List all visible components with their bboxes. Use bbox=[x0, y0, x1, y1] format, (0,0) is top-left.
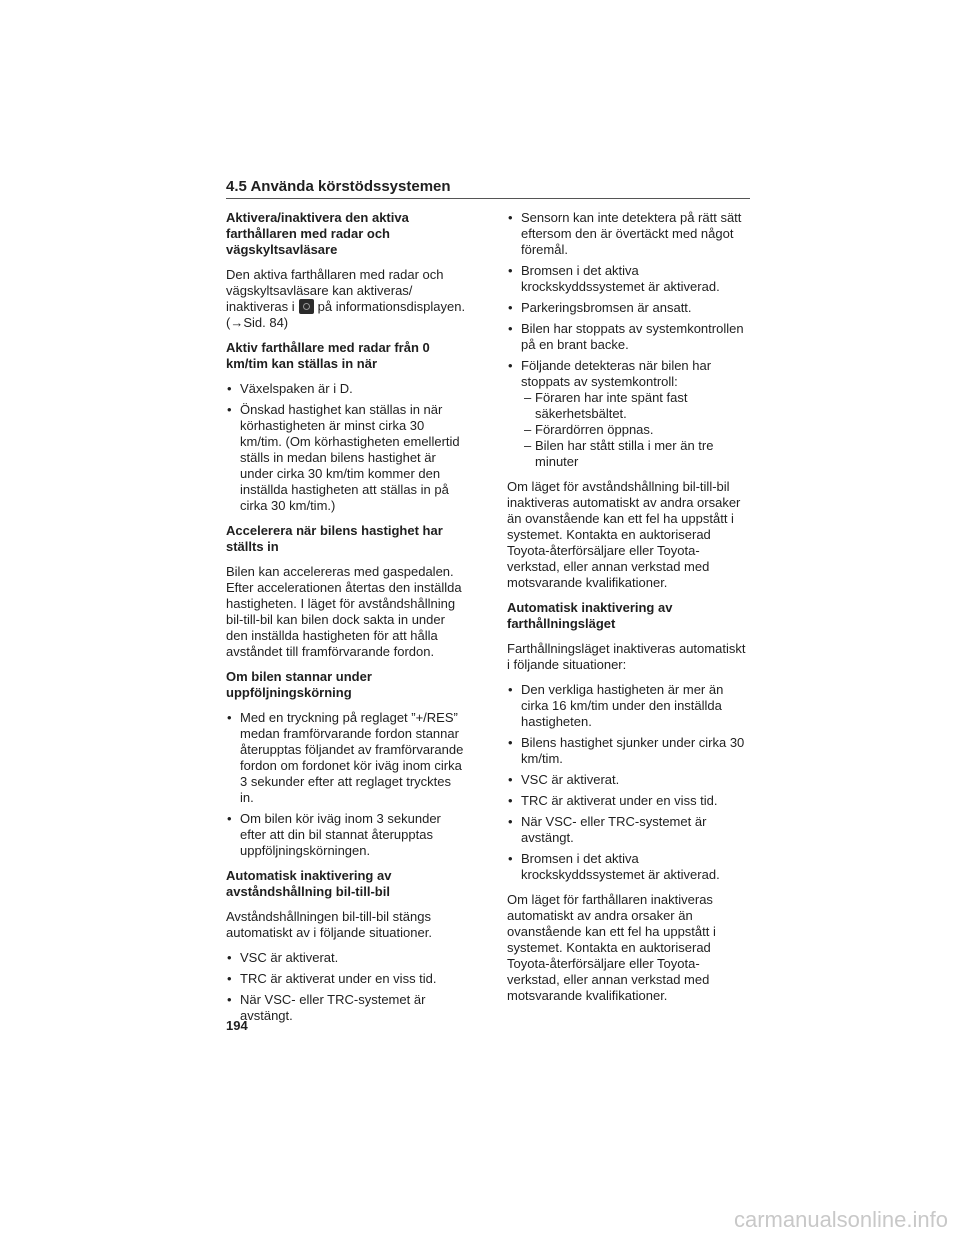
list-cancel-reasons bbox=[507, 210, 751, 470]
list-item: • Den verkliga hastigheten är mer än cirka 16 km/tim under den inställda hastigheten. bbox=[508, 682, 724, 729]
paragraph-accelerate: Bilen kan accelereras med gaspedalen. Efter accelerationen återtas den inställda hastigheten. I läget för avståndshållning bil-till-bil kan bilen dock sakta in under den inställda hastigheten för att hålla avståndet till framförvarande fordon. bbox=[226, 564, 462, 659]
paragraph-distance-fault: Om läget för avståndshållning bil-till-bil inaktiveras automatiskt av andra orsaker än ovanstående kan ett fel ha uppstått i systemet. Kontakta en auktoriserad Toyota-återförsäljare eller Toyota-verkstad, eller annan verkstad med motsvarande kvalifikationer. bbox=[507, 479, 741, 590]
paragraph-auto-cancel-cruise: Farthållningsläget inaktiveras automatiskt i följande situationer: bbox=[507, 641, 746, 672]
page-number: 194 bbox=[226, 1018, 248, 1033]
list-item: • Följande detekteras när bilen har stoppats av systemkontroll: – Föraren har inte spänt fast säkerhetsbältet. – Förardörren öppnas. – Bilen har stått stilla i mer än tre minuter bbox=[507, 358, 751, 470]
paragraph-cruise-fault: Om läget för farthållaren inaktiveras automatiskt av andra orsaker än ovanstående kan ett fel ha uppstått i systemet. Kontakta en auktoriserad Toyota-återförsäljare eller Toyota-verkstad, eller annan verkstad med motsvarande kvalifikationer. bbox=[507, 892, 716, 1003]
list-item: • Bromsen i det aktiva krockskyddssystemet är aktiverad. bbox=[508, 851, 720, 882]
paragraph-auto-cancel-distance: Avståndshållningen bil-till-bil stängs automatiskt av i följande situationer. bbox=[226, 909, 432, 940]
heading-activate: Aktivera/inaktivera den aktiva farthållaren med radar och vägskyltsavläsare bbox=[226, 210, 409, 257]
list-set-conditions bbox=[226, 381, 466, 514]
watermark: carmanualsonline.info bbox=[733, 1207, 948, 1232]
list-item: • Växelspaken är i D. bbox=[227, 381, 353, 396]
sublist-item: – Förardörren öppnas. bbox=[524, 422, 654, 437]
list-item: • Parkeringsbromsen är ansatt. bbox=[508, 300, 692, 315]
list-item: • Med en tryckning på reglaget ”+/RES” medan framförvarande fordon stannar återupptas följandet av framförvarande fordon om fordonet kör iväg inom cirka 3 sekunder efter att reglaget trycktes in. bbox=[227, 710, 464, 805]
right-column bbox=[507, 210, 751, 1013]
list-item: • När VSC- eller TRC-systemet är avstängt. bbox=[227, 992, 426, 1023]
heading-auto-cancel-distance: Automatisk inaktivering av avståndshållning bil-till-bil bbox=[226, 868, 392, 899]
sublist-item: – Föraren har inte spänt fast säkerhetsbältet. bbox=[524, 390, 688, 421]
list-item: • Önskad hastighet kan ställas in när körhastigheten är minst cirka 30 km/tim. (Om körhastigheten emellertid ställs in medan bilens hastighet är under cirka 30 km/tim kommer den inställda hastigheten att ställas in på cirka 30 km/tim.) bbox=[227, 402, 460, 513]
list-auto-cancel-distance bbox=[226, 950, 466, 1024]
list-item: • VSC är aktiverat. bbox=[227, 950, 339, 965]
sublist-item: – Bilen har stått stilla i mer än tre minuter bbox=[524, 438, 714, 469]
list-item: • När VSC- eller TRC-systemet är avstängt. bbox=[508, 814, 707, 845]
list-item: • TRC är aktiverat under en viss tid. bbox=[227, 971, 437, 986]
settings-gear-icon bbox=[299, 299, 314, 314]
heading-vehicle-stops: Om bilen stannar under uppföljningskörning bbox=[226, 669, 372, 700]
list-item: • Bilens hastighet sjunker under cirka 30 km/tim. bbox=[508, 735, 745, 766]
list-item: • Sensorn kan inte detektera på rätt sätt eftersom den är övertäckt med något föremål. bbox=[508, 210, 742, 257]
heading-accelerate: Accelerera när bilens hastighet har ställts in bbox=[226, 523, 443, 554]
paragraph-activate bbox=[226, 267, 466, 331]
paragraph-activate-text-2: på informationsdisplayen. (→Sid. 84) bbox=[226, 299, 466, 330]
list-item: • TRC är aktiverat under en viss tid. bbox=[508, 793, 718, 808]
paragraph-activate-text-1: Den aktiva farthållaren med radar och vägskyltsavläsare kan aktiveras/ inaktiveras i bbox=[226, 267, 444, 314]
section-title: 4.5 Använda körstödssystemen bbox=[226, 178, 750, 199]
list-item: • Bromsen i det aktiva krockskyddssystemet är aktiverad. bbox=[508, 263, 720, 294]
list-item: • VSC är aktiverat. bbox=[508, 772, 620, 787]
list-item: • Om bilen kör iväg inom 3 sekunder efter att din bil stannat återupptas uppföljningskörningen. bbox=[227, 811, 441, 858]
heading-auto-cancel-cruise: Automatisk inaktivering av farthållningsläget bbox=[507, 600, 673, 631]
list-auto-cancel-cruise bbox=[507, 682, 751, 883]
left-column bbox=[226, 210, 466, 1033]
heading-set-conditions: Aktiv farthållare med radar från 0 km/tim kan ställas in när bbox=[226, 340, 430, 371]
list-item: • Bilen har stoppats av systemkontrollen på en brant backe. bbox=[508, 321, 744, 352]
sublist-detected bbox=[521, 390, 751, 470]
list-vehicle-stops bbox=[226, 710, 466, 859]
